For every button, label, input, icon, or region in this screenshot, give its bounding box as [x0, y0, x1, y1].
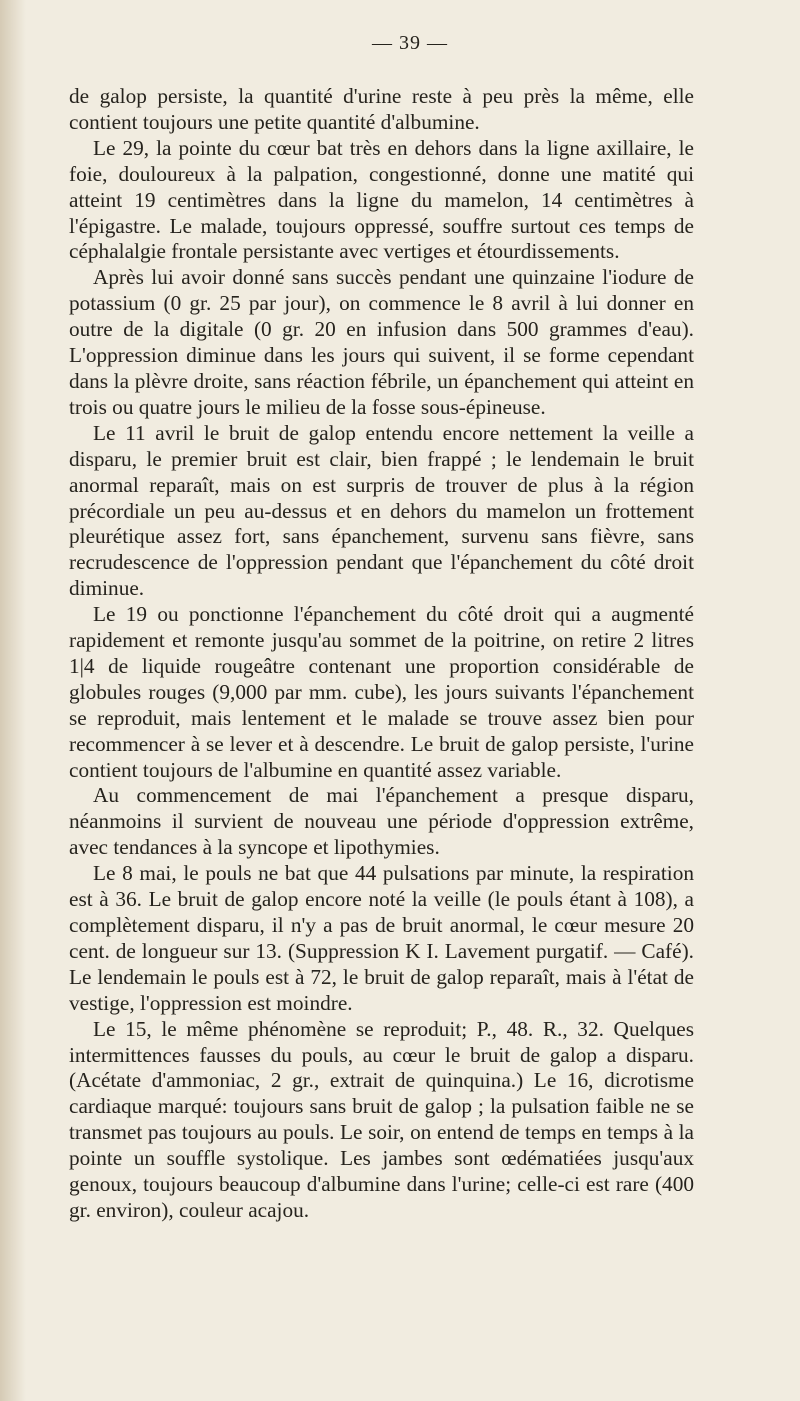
paragraph-le-19: Le 19 ou ponctionne l'épanchement du côté droit qui a augmenté rapidement et remonte jusqu'au sommet de la poitrine, on retire 2 litres 1|4 de liquide rougeâtre contenant une proportion considérable de globules rouges (9,000 par mm. cube), les jours suivants l'épanchement se reproduit, mais lentement et le malade se trouve assez bien pour recommencer à se lever et à descendre. Le bruit de galop persiste, l'urine contient toujours de l'albumine en quantité assez variable.	[69, 602, 694, 782]
page-number: — 39 —	[372, 32, 448, 54]
paragraph-continuation: de galop persiste, la quantité d'urine reste à peu près la même, elle contient toujours une petite quantité d'albumine.	[69, 84, 694, 134]
paragraph-le-11-avril: Le 11 avril le bruit de galop entendu encore nettement la veille a disparu, le premier bruit est clair, bien frappé ; le lendemain le bruit anormal reparaît, mais on est surpris de trouver de plus à la région précordiale un peu au-dessus et en dehors du mamelon un frottement pleurétique assez fort, sans épanchement, survenu sans fièvre, sans recrudescence de l'oppression pendant que l'épanchement du côté droit diminue.	[69, 420, 694, 601]
paragraph-iodure: Après lui avoir donné sans succès pendant une quinzaine l'iodure de potassium (0 gr. 25 par jour), on commence le 8 avril à lui donner en outre de la digitale (0 gr. 20 en infusion dans 500 grammes d'eau). L'oppression diminue dans les jours qui suivent, il se forme cependant dans la plèvre droite, sans réaction fébrile, un épanchement qui atteint en trois ou quatre jours le milieu de la fosse sous-épineuse.	[69, 265, 694, 419]
body-text	[69, 84, 694, 1224]
page-edge-shadow	[0, 0, 26, 1401]
paragraph-le-8-mai: Le 8 mai, le pouls ne bat que 44 pulsations par minute, la respiration est à 36. Le bruit de galop encore noté la veille (le pouls étant à 108), a complètement disparu, il n'y a pas de bruit anormal, le cœur mesure 20 cent. de longueur sur 13. (Suppression K I. Lavement purgatif. — Café). Le lendemain le pouls est à 72, le bruit de galop reparaît, mais à l'état de vestige, l'oppression est moindre.	[69, 861, 694, 1015]
paragraph-le-29: Le 29, la pointe du cœur bat très en dehors dans la ligne axillaire, le foie, douloureux à la palpation, congestionné, donne une matité qui atteint 19 centimètres dans la ligne du mamelon, 14 centimètres à l'épigastre. Le malade, toujours oppressé, souffre surtout ces temps de céphalalgie frontale persistante avec vertiges et étourdissements.	[69, 135, 694, 264]
paragraph-commencement-mai: Au commencement de mai l'épanchement a presque disparu, néanmoins il survient de nouveau une période d'oppression extrême, avec tendances à la syncope et lipothymies.	[69, 783, 694, 860]
paragraph-le-15: Le 15, le même phénomène se reproduit; P., 48. R., 32. Quelques intermittences fausses du pouls, au cœur le bruit de galop a disparu. (Acétate d'ammoniac, 2 gr., extrait de quinquina.) Le 16, dicrotisme cardiaque marqué: toujours sans bruit de galop ; la pulsation faible ne se transmet pas toujours au pouls. Le soir, on entend de temps en temps à la pointe un souffle systolique. Les jambes sont œdématiées jusqu'aux genoux, toujours beaucoup d'albumine dans l'urine; celle-ci est rare (400 gr. environ), couleur acajou.	[69, 1016, 694, 1222]
